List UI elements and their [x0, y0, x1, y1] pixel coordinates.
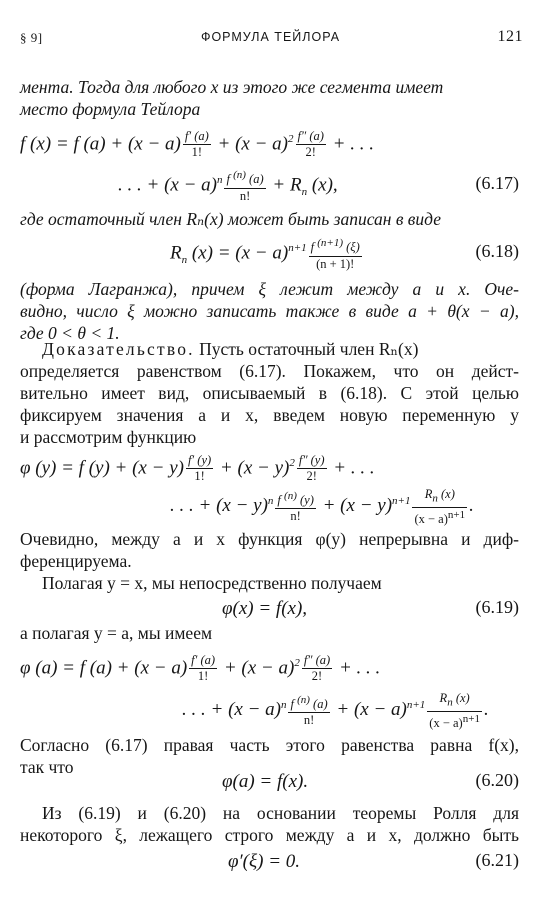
formula-6-19: φ(x) = f(x),: [222, 598, 308, 619]
formula-phi-a-line-2: . . . + $(x - a)^n$ $\frac{f ^{(n)} (a)}{n!}$ + $(x - a)^{n+1}$ $\frac{R_n (x)}{(x - a)^{n+1}}$ .: [182, 691, 489, 730]
text-line: Полагая y = x, мы непосредственно получаем: [42, 573, 382, 593]
formula-phi-a-line-1: φ (a) = f (a) + (x − a) $\frac{f' (a)}{1!}$ + $(x - a)^2$ $\frac{f'' (a)}{2!}$ + . . .: [20, 653, 381, 684]
formula-6-20: φ(a) = f(x).: [222, 771, 309, 792]
equation-number: (6.17): [475, 173, 519, 193]
equation-number: (6.20): [475, 770, 519, 790]
text-line: так что: [20, 757, 74, 777]
text-line: Из (6.19) и (6.20) на основании теоремы Ролля для: [42, 803, 519, 823]
proof-heading: Доказательство.: [42, 339, 195, 359]
text-line: где 0 < θ < 1.: [20, 323, 120, 343]
text-line: место формула Тейлора: [20, 99, 201, 119]
text-line: определяется равенством (6.17). Покажем, что он дейст-: [20, 361, 519, 381]
text-line: вительно имеет вид, описываемый в (6.18). С этой целью: [20, 383, 519, 403]
formula-6-17-line-2: . . . + $(x - a)^n$ $\frac{f ^{(n)} (a)}{n!}$ + $R_n$ (x),: [118, 169, 338, 203]
equation-number: (6.18): [475, 241, 519, 261]
text-line: где остаточный член Rₙ(x) может быть записан в виде: [20, 209, 441, 229]
text-line: и рассмотрим функцию: [20, 427, 197, 447]
formula-phi-y-line-2: . . . + $(x - y)^n$ $\frac{f ^{(n)} (y)}{n!}$ + $(x - y)^{n+1}$ $\frac{R_n (x)}{(x - a)^{n+1}}$ .: [170, 487, 474, 526]
text-line: мента. Тогда для любого x из этого же сегмента имеет: [20, 77, 444, 97]
text-line: фиксируем значения a и x, введем новую переменную y: [20, 405, 519, 425]
section-marker: § 9]: [20, 30, 43, 45]
page-number: 121: [497, 28, 523, 45]
text-line: Очевидно, между a и x функция φ(y) непрерывна и диф-: [20, 529, 519, 549]
text-line: Согласно (6.17) правая часть этого равенства равна f(x),: [20, 735, 519, 755]
equation-number: (6.19): [475, 597, 519, 617]
text-line: некоторого ξ, лежащего строго между a и x, должно быть: [20, 825, 519, 845]
formula-phi-y-line-1: φ (y) = f (y) + (x − y) $\frac{f' (y)}{1!}$ + $(x - y)^2$ $\frac{f'' (y)}{2!}$ + . . .: [20, 453, 375, 484]
text-line: (форма Лагранжа), причем ξ лежит между a и x. Оче-: [20, 279, 519, 299]
text-line: а полагая y = a, мы имеем: [20, 623, 213, 643]
text-line: ференцируема.: [20, 551, 132, 571]
proof-text: Пусть остаточный член Rₙ(x): [199, 339, 419, 359]
formula-6-18: $R_n$ $(x) = (x - a)^{n+1}$ $\frac{f ^{(n+1)} (\xi)}{(n + 1)!}$: [170, 237, 360, 271]
running-title: ФОРМУЛА ТЕЙЛОРА: [200, 30, 341, 44]
formula-6-17-line-1: f (x) = f (a) + (x − a) $\frac{f' (a)}{1!}$ + $(x - a)^2$ $\frac{f'' (a)}{2!}$ + . . .: [20, 129, 374, 160]
text-line: [42, 338, 519, 360]
equation-number: (6.21): [475, 850, 519, 870]
text-line: видно, число ξ можно записать также в виде a + θ(x − a),: [20, 301, 519, 321]
formula-6-21: φ′(ξ) = 0.: [228, 851, 301, 872]
